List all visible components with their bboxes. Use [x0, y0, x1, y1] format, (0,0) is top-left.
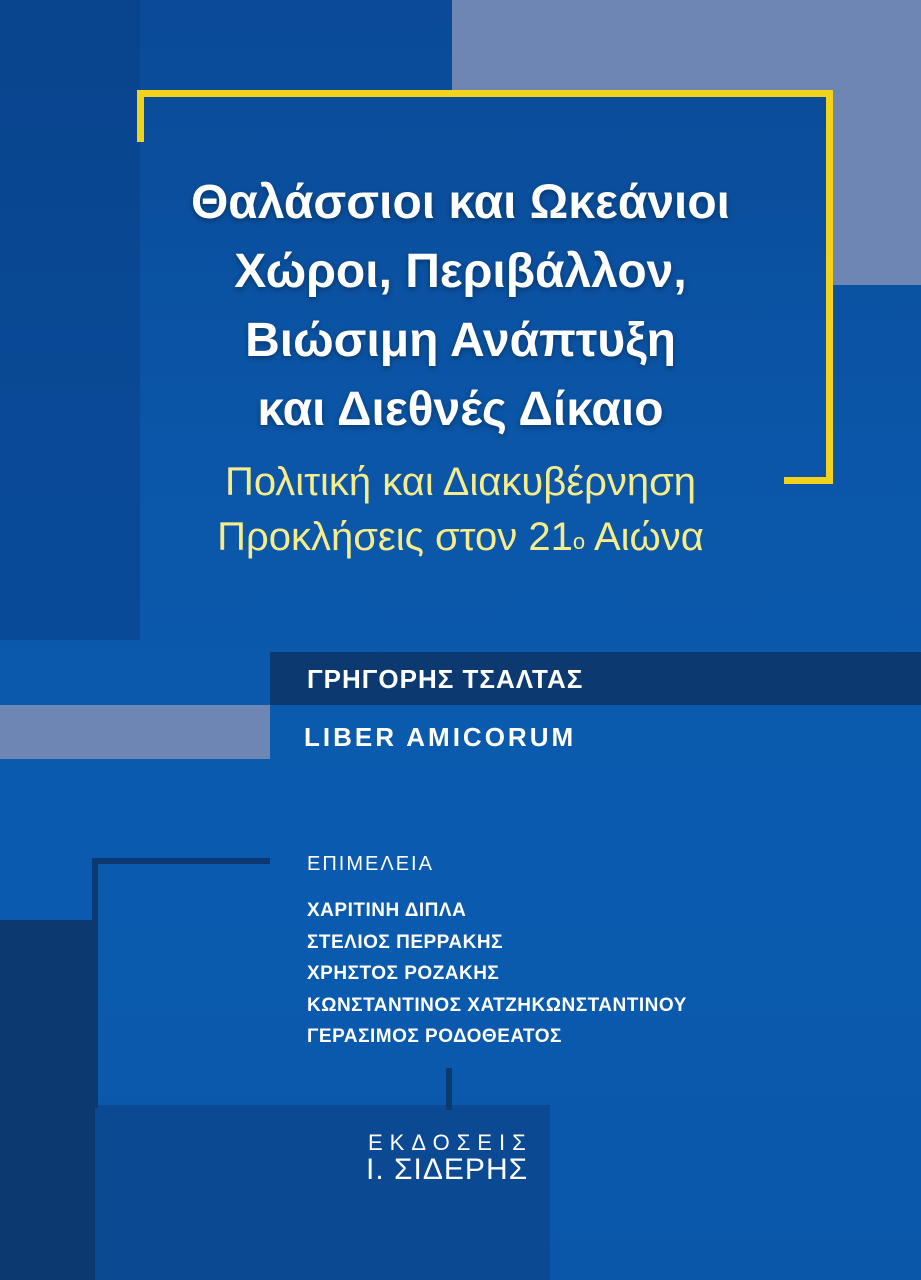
- subtitle-line-1: Πολιτική και Διακυβέρνηση: [224, 460, 697, 504]
- book-title: [0, 168, 921, 444]
- title-line: Θαλάσσιοι και Ωκεάνιοι: [190, 176, 731, 229]
- ordinal-superscript: ο: [572, 529, 586, 554]
- publisher-label: ΕΚΔΟΣΕΙΣ: [368, 1130, 533, 1155]
- top-grey-block: [452, 0, 921, 90]
- book-subtitle: [0, 455, 921, 565]
- left-grey-band: [0, 705, 270, 759]
- editing-label: ΕΠΙΜΕΛΕΙΑ: [307, 853, 434, 875]
- subtitle-line-2: [0, 510, 921, 565]
- editor-name: ΧΡΗΣΤΟΣ ΡΟΖΑΚΗΣ: [307, 963, 500, 984]
- liber-amicorum-label: LIBER AMICORUM: [304, 722, 577, 752]
- navy-frame-left: [92, 858, 98, 1108]
- editor-name: ΚΩΝΣΤΑΝΤΙΝΟΣ ΧΑΤΖΗΚΩΝΣΤΑΝΤΙΝΟΥ: [307, 994, 687, 1016]
- subtitle-line-2-end: Αιώνα: [585, 515, 704, 559]
- editor-name: ΣΤΕΛΙΟΣ ΠΕΡΡΑΚΗΣ: [307, 931, 503, 953]
- navy-frame-right: [446, 1068, 452, 1110]
- title-line: Χώροι, Περιβάλλον,: [234, 245, 687, 298]
- editor-name: ΧΑΡΙΤΙΝΗ ΔΙΠΛΑ: [307, 900, 467, 921]
- editors-list: [307, 895, 687, 1053]
- editor-name: ΓΕΡΑΣΙΜΟΣ ΡΟΔΟΘΕΑΤΟΣ: [307, 1026, 562, 1047]
- title-line: Βιώσιμη Ανάπτυξη: [245, 314, 676, 367]
- yellow-frame-left: [137, 90, 144, 142]
- publisher-name: Ι. ΣΙΔΕΡΗΣ: [366, 1153, 529, 1186]
- title-line: και Διεθνές Δίκαιο: [257, 383, 664, 436]
- lower-left-block: [0, 920, 95, 1280]
- subtitle-line-2-text: Προκλήσεις στον 21: [217, 515, 573, 559]
- navy-frame-top: [92, 858, 270, 864]
- yellow-frame-top: [137, 90, 833, 97]
- honoree-name: ΓΡΗΓΟΡΗΣ ΤΣΑΛΤΑΣ: [307, 664, 584, 694]
